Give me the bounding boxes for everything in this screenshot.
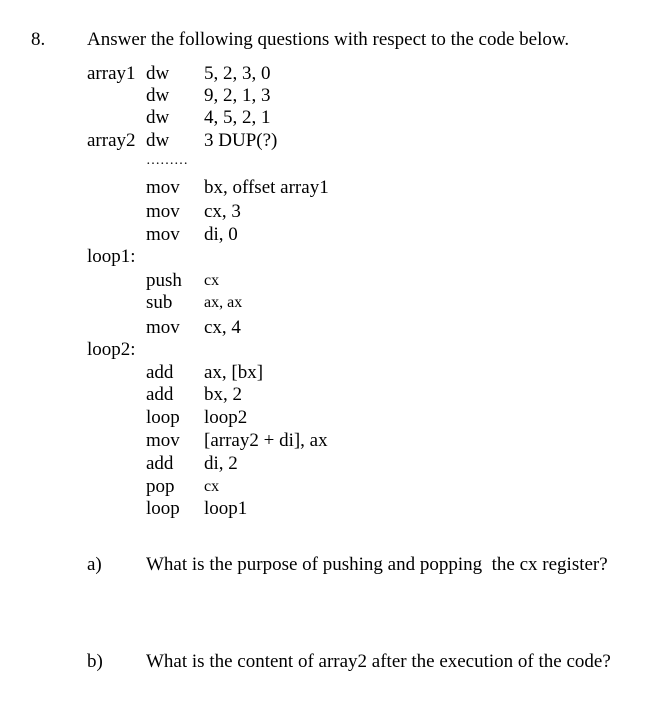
code-op: add (146, 384, 174, 405)
code-op: sub (146, 292, 173, 313)
code-args: 3 DUP(?) (204, 130, 278, 151)
code-args: loop2 (204, 407, 248, 428)
code-args: di, 2 (204, 453, 238, 474)
code-op: dw (146, 130, 170, 151)
code-op: pop (146, 476, 175, 497)
code-args: ax, ax (204, 294, 243, 311)
question-number: 8. (31, 29, 46, 50)
code-label-array1: array1 (87, 63, 136, 84)
code-args: cx (204, 478, 220, 495)
code-op: add (146, 362, 174, 383)
code-op: dw (146, 107, 170, 128)
code-args: loop1 (204, 498, 248, 519)
code-args: bx, 2 (204, 384, 242, 405)
code-op: mov (146, 317, 180, 338)
code-args: bx, offset array1 (204, 177, 329, 198)
code-args: cx (204, 272, 220, 289)
code-args: [array2 + di], ax (204, 430, 328, 451)
code-label-loop2: loop2: (87, 339, 136, 360)
code-op: loop (146, 498, 180, 519)
code-args: ax, [bx] (204, 362, 264, 383)
subquestion-b-label: b) (87, 651, 103, 672)
code-op: dw (146, 85, 170, 106)
code-args: cx, 3 (204, 201, 241, 222)
subquestion-a-text: What is the purpose of pushing and popping the cx register? (146, 554, 608, 575)
code-op: add (146, 453, 174, 474)
code-op: loop (146, 407, 180, 428)
code-op: mov (146, 201, 180, 222)
code-op: mov (146, 177, 180, 198)
question-intro: Answer the following questions with respect to the code below. (87, 29, 570, 50)
code-args: 4, 5, 2, 1 (204, 107, 271, 128)
code-args: 5, 2, 3, 0 (204, 63, 271, 84)
code-args: 9, 2, 1, 3 (204, 85, 271, 106)
code-label-array2: array2 (87, 130, 136, 151)
code-label-loop1: loop1: (87, 246, 136, 267)
code-op: push (146, 270, 182, 291)
subquestion-a-label: a) (87, 554, 102, 575)
code-op: dw (146, 63, 170, 84)
code-args: di, 0 (204, 224, 238, 245)
code-op: mov (146, 224, 180, 245)
code-ellipsis: ……… (146, 153, 188, 168)
code-op: mov (146, 430, 180, 451)
code-args: cx, 4 (204, 317, 241, 338)
subquestion-b-text: What is the content of array2 after the execution of the code? (146, 651, 611, 672)
